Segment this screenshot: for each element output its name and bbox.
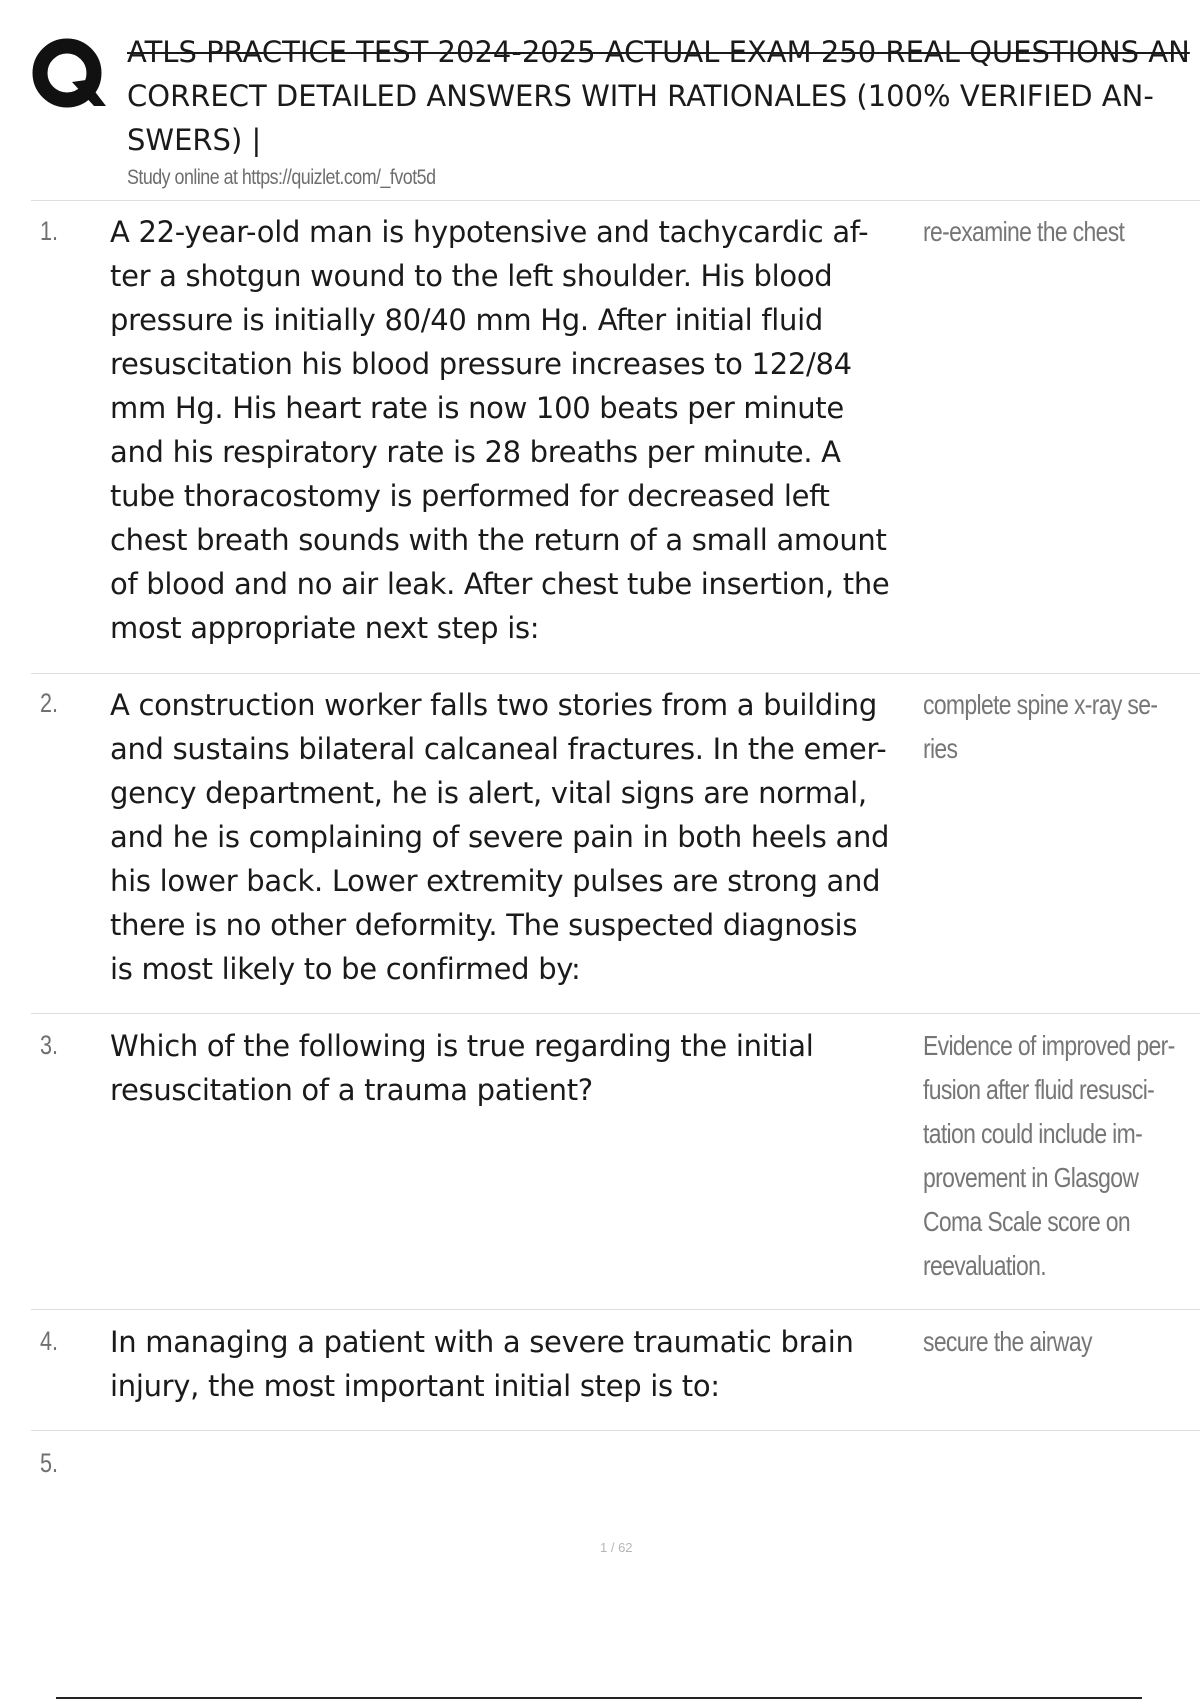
quizlet-logo-icon (30, 36, 108, 114)
header-divider (31, 200, 1200, 201)
answer-text: complete spine x-ray se- ries (923, 689, 1158, 764)
question-number: 5. (40, 1448, 59, 1478)
question-text: A 22-year-old man is hypotensive and tachycardic af- ter a shotgun wound to the left shoulder. His blood pressure is initially 80/40 mm Hg. After initial fluid resuscitation his blood pressure increases to 122/84 mm Hg. His heart rate is now 100 beats per minute and his respiratory rate is 28 breaths per minute. A tube thoracostomy is performed for decreased left chest breath sounds with the return of a small amount of blood and no air leak. After chest tube insertion, the most appropriate next step is: (110, 215, 890, 645)
question-number: 3. (40, 1030, 59, 1060)
question-text: In managing a patient with a severe traumatic brain injury, the most important initial step is to: (110, 1325, 854, 1403)
answer-text: secure the airway (923, 1326, 1092, 1357)
study-online-link[interactable]: Study online at https://quizlet.com/_fvot5d (127, 166, 436, 189)
question-text: A construction worker falls two stories from a building and sustains bilateral calcaneal fractures. In the emer- gency department, he is alert, vital signs are normal, and he is complaining of severe pain in both heels and his lower back. Lower extremity pulses are strong and there is no other deformity. The suspected diagnosis is most likely to be confirmed by: (110, 688, 890, 986)
row-divider (31, 673, 1200, 674)
page-bottom-rule (56, 1697, 1142, 1699)
row-divider (31, 1430, 1200, 1431)
answer-text: re-examine the chest (923, 216, 1125, 247)
document-title-line-1: ATLS PRACTICE TEST 2024-2025 ACTUAL EXAM 250 REAL QUESTIONS AN (127, 35, 1190, 69)
row-divider (31, 1309, 1200, 1310)
question-number: 2. (40, 688, 59, 718)
page-number: 1 / 62 (600, 1540, 633, 1555)
question-text: Which of the following is true regarding the initial resuscitation of a trauma patient? (110, 1029, 814, 1107)
question-number: 4. (40, 1326, 59, 1356)
row-divider (31, 1013, 1200, 1014)
document-title-line-2: CORRECT DETAILED ANSWERS WITH RATIONALES (100% VERIFIED AN- (127, 79, 1154, 113)
question-number: 1. (40, 216, 59, 246)
answer-text: Evidence of improved per- fusion after fluid resusci- tation could include im- provement in Glasgow Coma Scale score on reevaluation. (923, 1030, 1175, 1281)
document-title-line-3: SWERS) | (127, 123, 262, 157)
